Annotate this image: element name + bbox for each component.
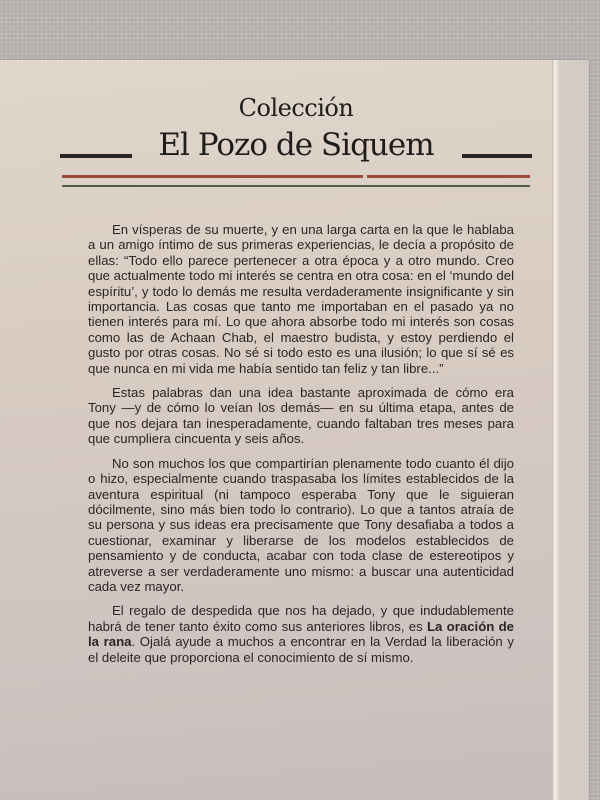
series-title: El Pozo de Siquem [158, 127, 434, 163]
blurb-text [88, 222, 514, 674]
green-rule [62, 185, 530, 187]
series-title-row [60, 125, 532, 165]
collection-masthead [60, 93, 532, 165]
book-spine-edge [552, 60, 589, 800]
paragraph-2: Estas palabras dan una idea bastante aproximada de cómo era Tony —y de cómo lo veían los demás— en su última etapa, antes de que nos dejara tan inesperadamente, cuando faltaban tres meses para que cumpliera cincuenta y seis años. [88, 385, 514, 447]
paragraph-3: No son muchos los que compartirían plenamente todo cuanto él dijo o hizo, especialmente cuando traspasaba los límites establecidos de la aventura espiritual (ni tampoco esperaba Tony que le siguieran dócilmente, sino más bien todo lo contrario). Lo que a tantos atraía de su persona y sus ideas era precisamente que Tony desafiaba a todos a cuestionar, examinar y liberarse de los modelos establecidos de pensamiento y de conducta, acabar con toda clase de estereotipos y atreverse a ser verdaderamente uno mismo: a buscar una autenticidad cada vez mayor. [88, 455, 514, 594]
collection-label: Colección [238, 94, 354, 122]
paragraph-4-tail: . Ojalá ayude a muchos a encontrar en la Verdad la liberación y el deleite que proporciona el conocimiento de sí mismo. [88, 634, 514, 665]
black-rule-right [462, 154, 532, 158]
book-title: La oración de la rana [88, 618, 514, 650]
paragraph-4-lead: El regalo de despedida que nos ha dejado, y que indudablemente habrá de tener tanto éxito como sus anteriores libros, es [88, 603, 514, 634]
black-rule-left [60, 154, 132, 158]
paragraph-1: En vísperas de su muerte, y en una larga carta en la que le hablaba a un amigo íntimo de sus primeras experiencias, le decía a propósito de ellas: “Todo ello parece pertenecer a otra época y a otro mundo. Creo que actualmente todo mi interés se centra en otra cosa: en el ‘mundo del espíritu’, y todo lo demás me resulta verdaderamente insignificante y sin importancia. Las cosas que tanto me importaban en el pasado ya no tienen interés para mí. Lo que ahora absorbe todo mi interés son cosas como las de Achaan Chab, el maestro budista, y estoy perdiendo el gusto por otras cosas. No sé si todo esto es una ilusión; lo que sí sé es que nunca en mi vida me había sentido tan feliz y tan libre...” [88, 222, 514, 376]
paragraph-4 [88, 603, 514, 665]
red-rule [62, 175, 530, 178]
red-rule-gap [363, 174, 367, 179]
